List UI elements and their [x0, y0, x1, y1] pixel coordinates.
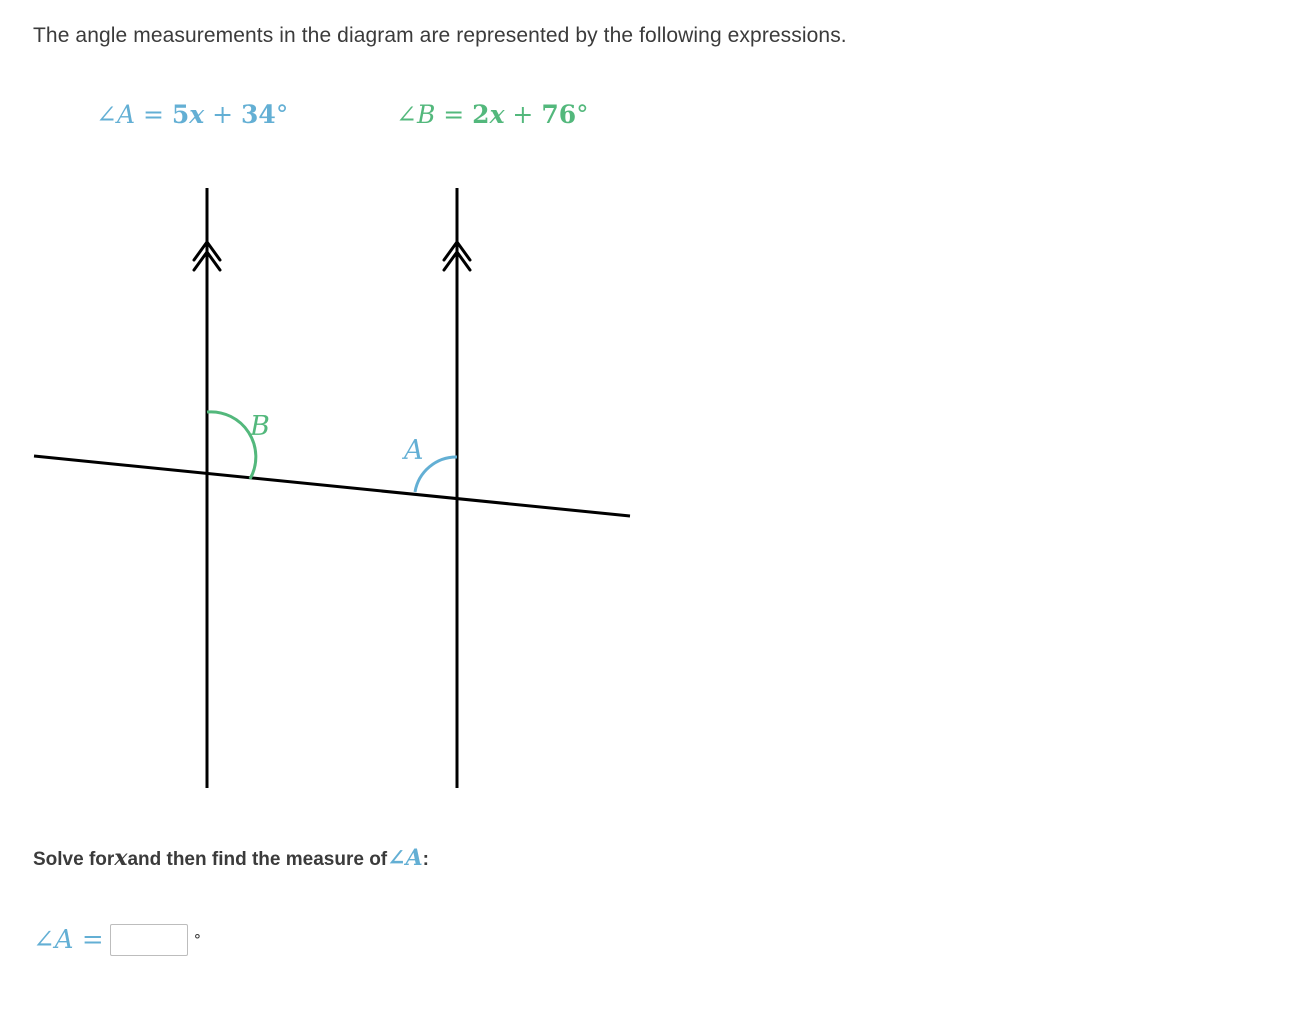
degree-unit: °: [193, 931, 202, 949]
expression-angle-b: ∠B = 2x + 76°: [396, 100, 589, 129]
parallel-lines-diagram: [0, 170, 700, 810]
diagram-label-b: B: [250, 411, 270, 442]
instruction-before: Solve for: [33, 849, 115, 870]
angle-arc-b: [207, 412, 256, 479]
instruction-variable: x: [114, 845, 128, 871]
answer-input[interactable]: [110, 924, 188, 956]
instruction-middle: and then find the measure of: [127, 849, 388, 870]
expressions-row: [96, 100, 796, 144]
expression-angle-a: ∠A = 5x + 34°: [96, 100, 289, 129]
transversal-line: [34, 456, 630, 516]
answer-row: [33, 920, 201, 960]
instruction-after: :: [422, 849, 429, 870]
page-title: The angle measurements in the diagram are represented by the following expressions.: [33, 24, 847, 47]
instruction-angle-a: ∠A: [387, 845, 423, 871]
instruction-text: [33, 845, 429, 871]
diagram-label-a: A: [404, 435, 424, 466]
answer-label: ∠A =: [33, 925, 104, 955]
